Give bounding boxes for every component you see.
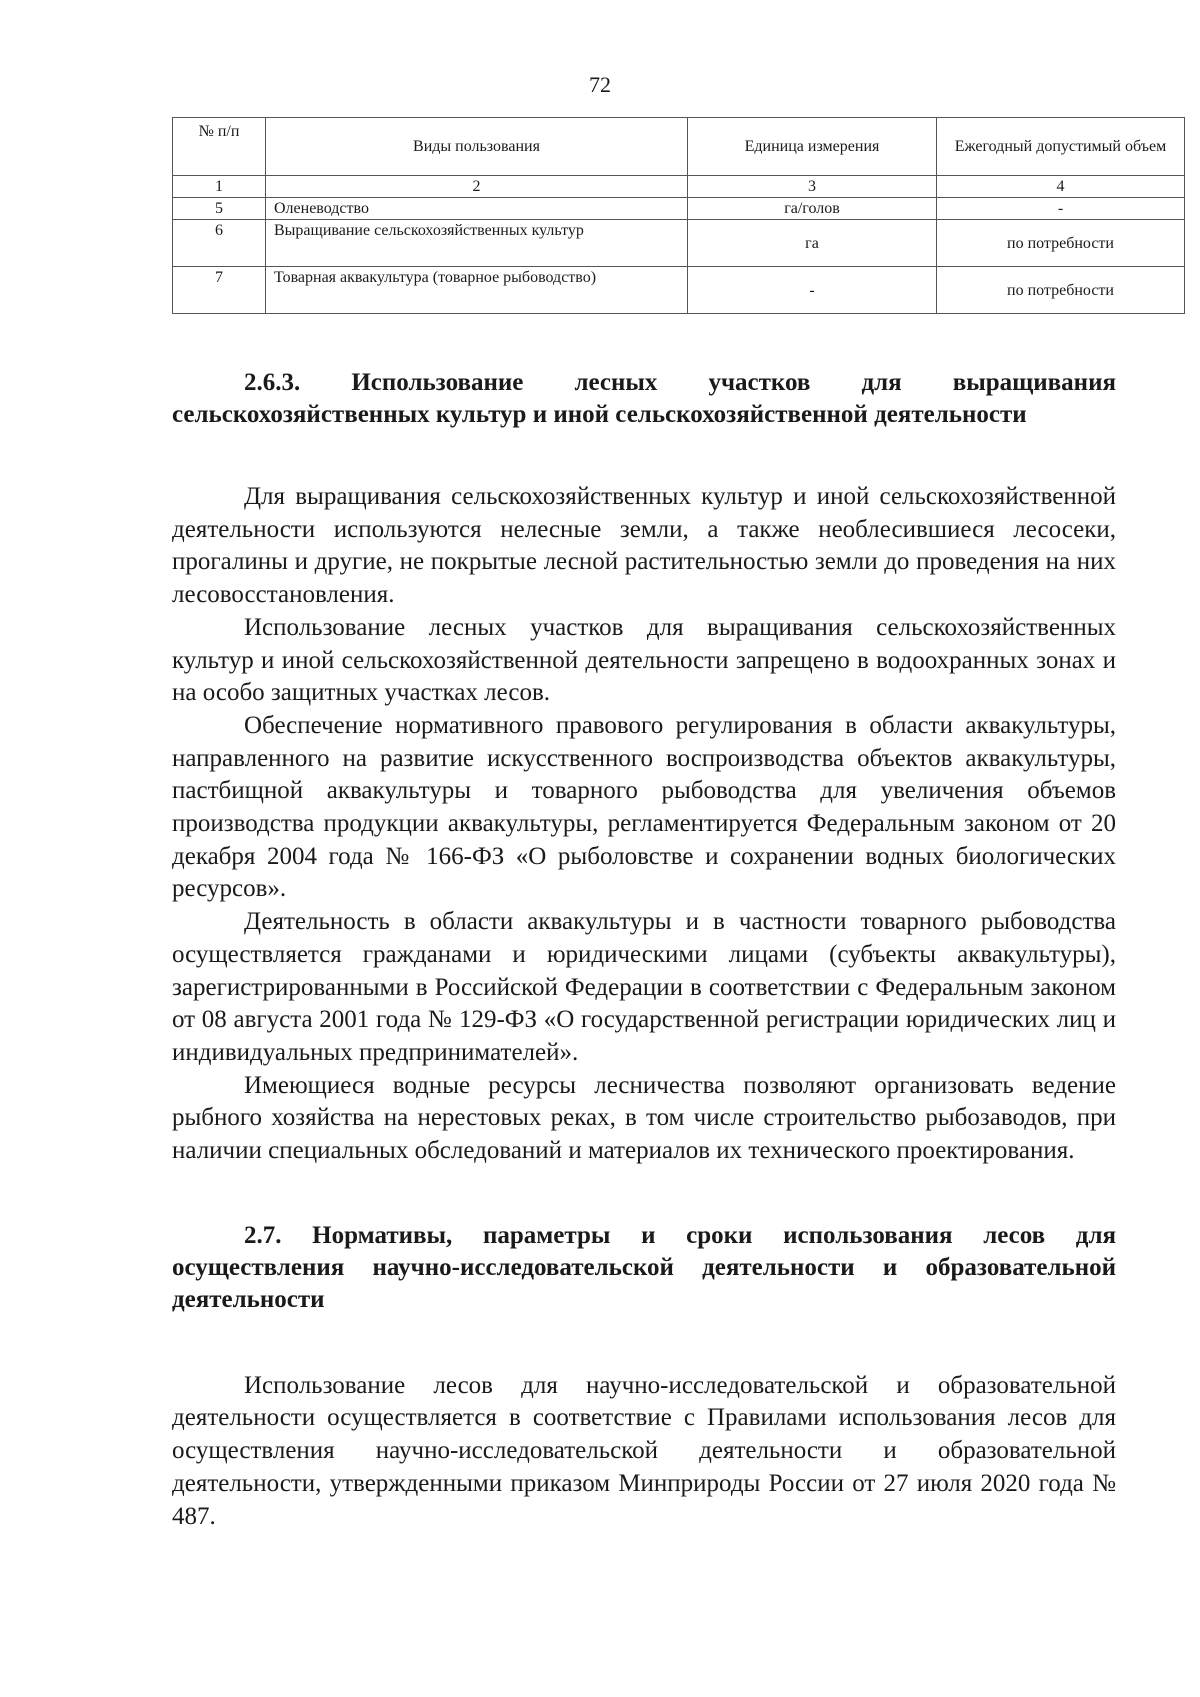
paragraph: Имеющиеся водные ресурсы лесничества позволяют организовать ведение рыбного хозяйства на нерестовых реках, в том числе строительство рыбозаводов, при наличии специальных обследований и материалов их технического проектирования. — [172, 1071, 1116, 1165]
paragraph: Использование лесных участков для выращивания сельскохозяйственных культур и иной сельскохозяйственной деятельности запрещено в водоохранных зонах и на особо защитных участках лесов. — [172, 613, 1116, 707]
column-numbers-row — [173, 176, 1185, 198]
row-volume: по потребности — [937, 267, 1185, 314]
row-num: 5 — [173, 198, 266, 220]
row-unit: га/голов — [688, 198, 937, 220]
row-num: 7 — [173, 267, 266, 314]
row-unit: га — [688, 220, 937, 267]
usage-table — [172, 117, 1185, 314]
paragraph: Для выращивания сельскохозяйственных культур и иной сельскохозяйственной деятельности используются нелесные земли, а также необлесившиеся лесосеки, прогалины и другие, не покрытые лесной растительностью земли до проведения на них лесовосстановления. — [172, 483, 1116, 609]
row-num: 6 — [173, 220, 266, 267]
paragraph: Обеспечение нормативного правового регулирования в области аквакультуры, направленного на развитие искусственного воспроизводства объектов аквакультуры, пастбищной аквакультуры и товарного рыбоводства для увеличения объемов производства продукции аквакультуры, регламентируется Федеральным законом от 20 декабря 2004 года № 166-ФЗ «О рыболовстве и сохранении водных биологических ресурсов». — [172, 711, 1116, 903]
paragraph: Использование лесов для научно-исследовательской и образовательной деятельности осуществляется в соответствие с Правилами использования лесов для осуществления научно-исследовательской деятельности и образовательной деятельности, утвержденными приказом Минприроды России от 27 июля 2020 года № 487. — [172, 1371, 1116, 1530]
table-row — [173, 267, 1185, 314]
header-kind: Виды пользования — [266, 118, 688, 176]
column-number: 1 — [173, 176, 266, 198]
header-unit: Единица измерения — [688, 118, 937, 176]
page-number: 72 — [589, 72, 611, 97]
row-volume: по потребности — [937, 220, 1185, 267]
table-row — [173, 198, 1185, 220]
section-heading-2-6-3: 2.6.3. Использование лесных участков для выращивания сельскохозяйственных культур и иной сельскохозяйственной деятельности — [172, 369, 1116, 428]
column-number: 4 — [937, 176, 1185, 198]
row-unit: - — [688, 267, 937, 314]
column-number: 3 — [688, 176, 937, 198]
table-header-row — [173, 118, 1185, 176]
section-heading-2-7: 2.7. Нормативы, параметры и сроки использования лесов для осуществления научно-исследовательской деятельности и образовательной деятельности — [172, 1221, 1116, 1313]
table-row — [173, 220, 1185, 267]
header-num: № п/п — [173, 118, 266, 176]
document-body — [172, 367, 1116, 1533]
row-kind: Выращивание сельскохозяйственных культур — [266, 220, 688, 267]
row-volume: - — [937, 198, 1185, 220]
column-number: 2 — [266, 176, 688, 198]
row-kind: Товарная аквакультура (товарное рыбоводство) — [266, 267, 688, 314]
row-kind: Оленеводство — [266, 198, 688, 220]
header-volume: Ежегодный допустимый объем — [937, 118, 1185, 176]
paragraph: Деятельность в области аквакультуры и в частности товарного рыбоводства осуществляется гражданами и юридическими лицами (субъекты аквакультуры), зарегистрированными в Российской Федерации в соответствии с Федеральным законом от 08 августа 2001 года № 129-ФЗ «О государственной регистрации юридических лиц и индивидуальных предпринимателей». — [172, 908, 1116, 1066]
